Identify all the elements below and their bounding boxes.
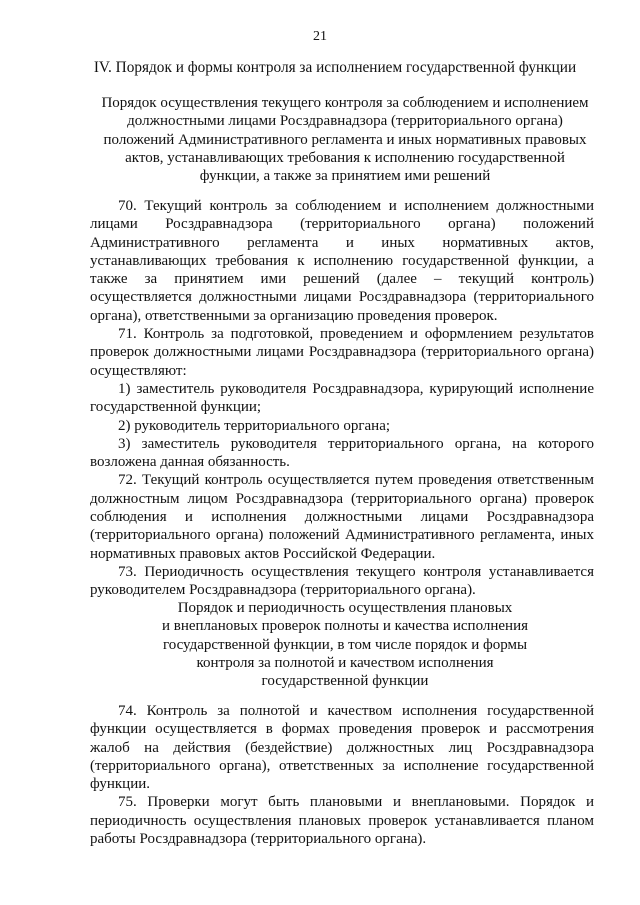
heading-line: функции, а также за принятием ими решений — [199, 168, 491, 185]
body-line: возложена данная обязанность. — [90, 454, 290, 471]
heading-line: государственной функции, в том числе порядок и формы — [162, 636, 528, 653]
body-line: 73. Периодичность осуществления текущего контроля устанавливается — [118, 563, 594, 580]
body-line: устанавливающих требования к исполнению государственной функции, а — [90, 252, 594, 269]
body-line: 3) заместитель руководителя территориального органа, на которого — [118, 435, 594, 452]
heading-line: контроля за полнотой и качеством исполнения — [196, 654, 494, 671]
heading-line: Порядок осуществления текущего контроля за соблюдением и исполнением — [101, 95, 589, 111]
body-line: работы Росздравнадзора (территориального органа). — [90, 831, 427, 848]
body-line: соблюдения и исполнения должностными лицами Росздравнадзора — [90, 509, 594, 526]
heading-line: и внеплановых проверок полноты и качества исполнения — [161, 618, 528, 635]
paragraphs-70-73 — [90, 197, 594, 600]
body-line: органа), ответственными за организацию проведения проверок. — [90, 307, 498, 324]
body-line: руководителем Росздравнадзора (территориального органа). — [90, 582, 476, 599]
body-line: лицами Росздравнадзора (территориального органа) положений — [90, 216, 594, 233]
body-line: 2) руководитель территориального органа; — [118, 417, 391, 434]
body-line: функции. — [90, 776, 150, 793]
body-line: нормативных правовых актов Российской Федерации. — [90, 545, 436, 562]
body-line: (территориального органа), ответственных за исполнение государственной — [90, 757, 594, 774]
subsection-heading-inspections — [90, 599, 600, 690]
paragraphs-74-75 — [90, 702, 594, 848]
body-line: жалоб на действия (бездействие) должностных лиц Росздравнадзора — [90, 739, 594, 756]
body-line: должностным лицом Росздравнадзора (территориального органа) проверок — [90, 490, 594, 507]
heading-line: государственной функции — [261, 673, 429, 690]
body-line: 1) заместитель руководителя Росздравнадзора, курирующий исполнение — [118, 380, 594, 397]
body-line: (территориального органа) положений Административного регламента, иных — [90, 527, 594, 544]
section-title: IV. Порядок и формы контроля за исполнением государственной функции — [93, 59, 577, 76]
page-number: 21 — [313, 29, 327, 44]
body-line: 70. Текущий контроль за соблюдением и исполнением должностными — [118, 198, 594, 214]
body-line: государственной функции; — [90, 399, 262, 416]
body-line: осуществляют: — [90, 362, 187, 379]
body-line: осуществляется должностными лицами Росздравнадзора (территориального — [90, 289, 594, 306]
body-line: 71. Контроль за подготовкой, проведением и оформлением результатов — [118, 326, 594, 343]
body-line: проверок должностными лицами Росздравнадзора (территориального органа) — [90, 344, 594, 361]
heading-line: положений Административного регламента и иных нормативных правовых — [103, 131, 587, 148]
body-line: периодичность осуществления плановых проверок устанавливается планом — [90, 812, 594, 829]
body-line: Административного регламента и иных нормативных актов, — [90, 234, 594, 251]
body-line: также за принятием ими решений (далее – текущий контроль) — [90, 271, 594, 288]
body-line: 74. Контроль за полнотой и качеством исполнения государственной — [118, 703, 594, 719]
body-line: 72. Текущий контроль осуществляется путем проведения ответственным — [118, 472, 594, 489]
subsection-heading-current-control — [90, 94, 600, 185]
heading-line: актов, устанавливающих требования к исполнению государственной — [125, 149, 565, 166]
body-line: 75. Проверки могут быть плановыми и внеплановыми. Порядок и — [118, 794, 594, 811]
body-line: функции осуществляется в формах проведения проверок и рассмотрения — [90, 721, 594, 738]
heading-line: должностными лицами Росздравнадзора (территориального органа) — [127, 113, 563, 130]
heading-line: Порядок и периодичность осуществления плановых — [177, 600, 513, 616]
